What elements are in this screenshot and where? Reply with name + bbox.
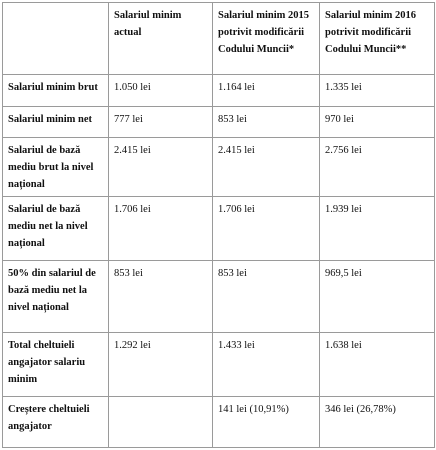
table-row [3, 107, 435, 138]
cell-2015: 1.164 lei [213, 75, 320, 107]
salary-comparison-table [2, 2, 435, 448]
cell-current: 777 lei [109, 107, 213, 138]
cell-current: 1.706 lei [109, 197, 213, 261]
cell-2015: 853 lei [213, 107, 320, 138]
cell-2016: 969,5 lei [320, 261, 435, 333]
cell-2015: 1.706 lei [213, 197, 320, 261]
header-corner-cell [3, 3, 109, 75]
cell-current: 2.415 lei [109, 137, 213, 196]
row-label: Total cheltuieli angajator salariu minim [3, 333, 109, 397]
cell-2016: 346 lei (26,78%) [320, 397, 435, 448]
cell-current: 853 lei [109, 261, 213, 333]
header-current-minimum: Salariul minim actual [109, 3, 213, 75]
cell-2016: 1.335 lei [320, 75, 435, 107]
header-minimum-2016: Salariul minim 2016 potrivit modificării Codului Muncii** [320, 3, 435, 75]
row-label: Salariul minim net [3, 107, 109, 138]
row-label: Creștere cheltuieli angajator [3, 397, 109, 448]
cell-2015: 1.433 lei [213, 333, 320, 397]
cell-2015: 2.415 lei [213, 137, 320, 196]
table-row [3, 397, 435, 448]
table-row [3, 197, 435, 261]
cell-current [109, 397, 213, 448]
header-minimum-2015: Salariul minim 2015 potrivit modificării Codului Muncii* [213, 3, 320, 75]
row-label: Salariul minim brut [3, 75, 109, 107]
cell-current: 1.292 lei [109, 333, 213, 397]
cell-current: 1.050 lei [109, 75, 213, 107]
table-header-row [3, 3, 435, 75]
table-row [3, 137, 435, 196]
row-label: 50% din salariul de bază mediu net la nivel național [3, 261, 109, 333]
cell-2016: 2.756 lei [320, 137, 435, 196]
row-label: Salariul de bază mediu brut la nivel național [3, 137, 109, 196]
cell-2016: 1.638 lei [320, 333, 435, 397]
cell-2015: 141 lei (10,91%) [213, 397, 320, 448]
table-row [3, 75, 435, 107]
row-label: Salariul de bază mediu net la nivel național [3, 197, 109, 261]
table-row [3, 333, 435, 397]
cell-2016: 1.939 lei [320, 197, 435, 261]
cell-2015: 853 lei [213, 261, 320, 333]
cell-2016: 970 lei [320, 107, 435, 138]
table-row [3, 261, 435, 333]
